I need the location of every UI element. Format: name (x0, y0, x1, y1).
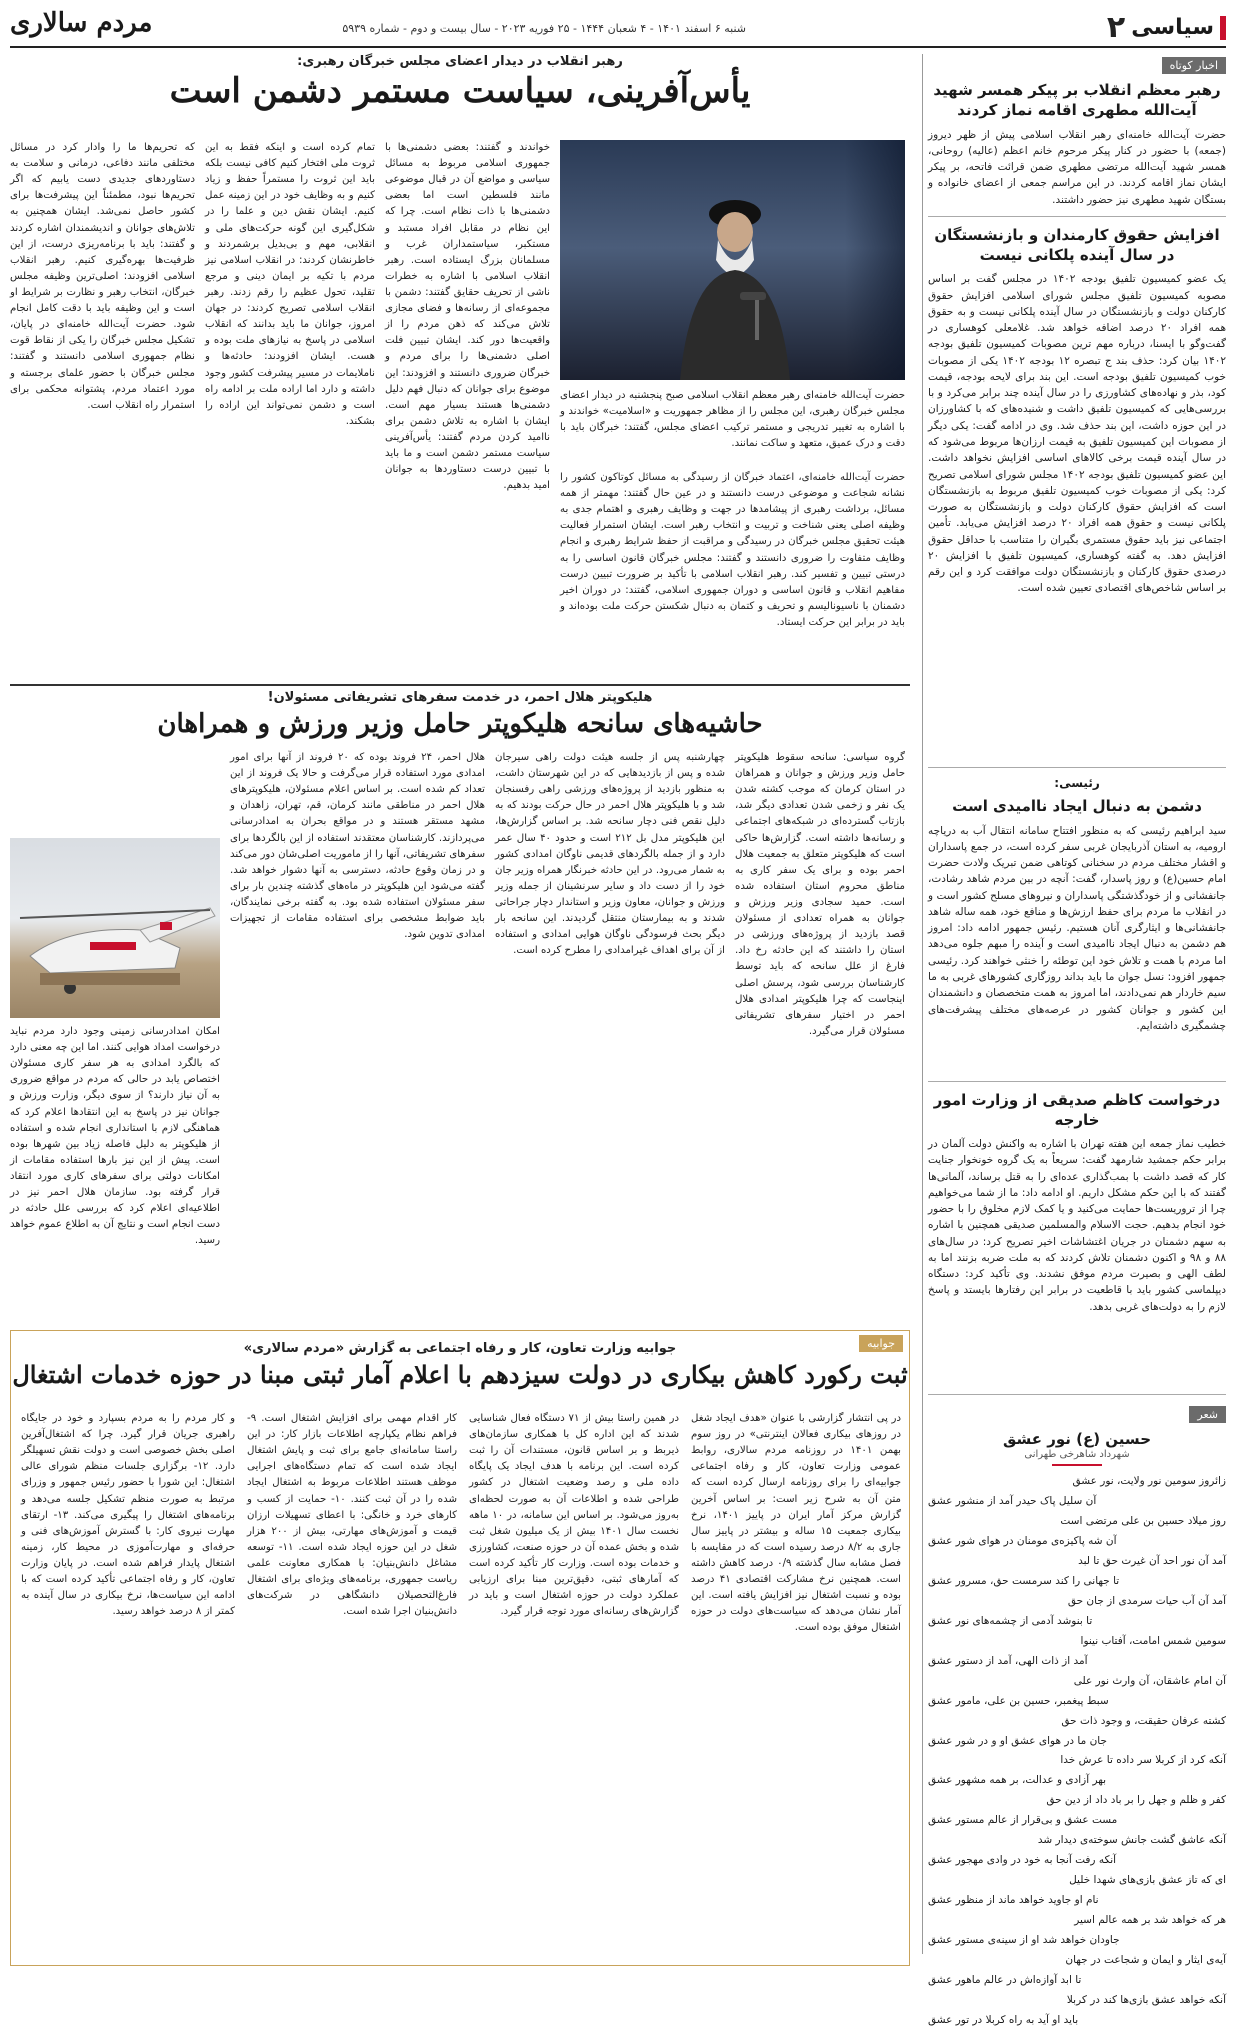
poem-line: جاودان خواهد شد او از سینه‌ی مستور عشق (928, 1933, 1120, 1946)
page-number-block (1107, 10, 1226, 45)
poem-line: آن سلیل پاک حیدر آمد از منشور عشق (928, 1495, 1097, 1508)
leader-figure (670, 180, 800, 380)
leader-column: که تحریم‌ها ما را وادار کرد در مسائل مختلفی مانند دفاعی، درمانی و سلامت به دستاوردهای جدیدی دست یابیم که اگر تحریم‌ها نبود، مطمئناً این پیشرفت‌ها برای کشور حاصل نمی‌شد. ایشان همچنین به تلاش‌های جوانان و اندیشمندان اشاره کردند و گفتند: باید با برنامه‌ریزی درست، از این ظرفیت‌ها بهره‌گیری کنیم. رهبر انقلاب اسلامی افزودند: اصلی‌ترین وظیفه مجلس خبرگان، انتخاب رهبر و نظارت بر شرایط او است و این وظیفه باید با دقت کامل انجام شود. حضرت آیت‌الله خامنه‌ای در پایان، تشکیل مجلس خبرگان را یکی از نقاط قوت نظام جمهوری اسلامی دانستند و گفتند: مجلس خبرگان با حضور علمای برجسته و مورد اعتماد مردم، پشتوانه محکمی برای استمرار راه انقلاب است. (10, 142, 195, 411)
poet-name: شهرداد شاهرخی طهرانی (1024, 1449, 1130, 1461)
raisi-kicker: رئیسی: (1054, 776, 1100, 791)
leader-story-head (10, 54, 910, 116)
reply-column: در همین راستا بیش از ۷۱ دستگاه فعال شناسایی شدند که این اداره کل با همکاری سازمان‌های ذیربط و بر اساس قانون، مستندات آن را ثبت کرده است. این برنامه با هدف ایجاد یک پایگاه داده ملی و رصد وضعیت اشتغال در کشور طراحی شده و اطلاعات آن به صورت لحظه‌ای به‌روز می‌شود. بر اساس این سامانه، در ۱۰ ماهه نخست سال ۱۴۰۱ بیش از یک میلیون شغل ثبت شده و بخش عمده آن در حوزه صنعت، کشاورزی و خدمات بوده است. وزارت کار تأکید کرده است که آمارهای ثبتی، دقیق‌ترین مبنا برای ارزیابی عملکرد دولت در حوزه اشتغال است و باید در گزارش‌های رسانه‌ای مورد توجه قرار گیرد. (469, 1413, 679, 1618)
photo-shade (845, 140, 905, 380)
reply-column: و کار مردم را به مردم بسپارد و خود در جایگاه راهبری جریان قرار گیرد. چرا که اشتغال‌آفرین اصلی بخش خصوصی است و دولت نقش تسهیلگر دارد. ۱۲- برگزاری جلسات منظم شورای عالی اشتغال: این شورا با حضور رئیس جمهور و وزرای مرتبط به صورت منظم تشکیل جلسه می‌دهد و برنامه‌های اشتغال را پیگیری می‌کند. ۱۳- ارتقای مهارت نیروی کار: با گسترش آموزش‌های فنی و حرفه‌ای و مهارت‌آموزی در محیط کار، زمینه اشتغال پایدار فراهم شده است. در پایان وزارت تعاون، کار و رفاه اجتماعی تأکید کرده است که با ادامه این سیاست‌ها، نرخ بیکاری در سال آینده به کمتر از ۸ درصد خواهد رسید. (21, 1413, 235, 1618)
section-name: سیاسی (1131, 15, 1226, 40)
raisi-title: دشمن به دنبال ایجاد ناامیدی است (952, 797, 1202, 816)
poem-line: زائروز سومین نور ولایت، نور عشق (1072, 1475, 1226, 1488)
poem-line: روز میلاد حسین بن علی مرتضی است (1060, 1515, 1226, 1528)
poem-line: آنکه خواهد عشق بازی‌ها کند در کربلا (1066, 1993, 1226, 2006)
reply-column: در پی انتشار گزارشی با عنوان «هدف ایجاد شغل در روزهای بیکاری فعالان اینترنتی» در روز سوم بهمن ۱۴۰۱ در روزنامه مردم سالاری، روابط عمومی وزارت تعاون، کار و رفاه اجتماعی جوابیه‌ای را برای روزنامه ارسال کرده است که متن آن به شرح زیر است: بر اساس آخرین گزارش مرکز آمار ایران در پاییز ۱۴۰۱، نرخ بیکاری جمعیت ۱۵ ساله و بیشتر در پاییز سال جاری به ۸/۲ درصد رسیده است که در مقایسه با فصل مشابه سال گذشته ۰/۹ درصد کاهش داشته است. همچنین نرخ مشارکت اقتصادی ۴۱ درصد بوده و نسبت اشتغال نیز افزایش یافته است. این آمار نشان می‌دهد که سیاست‌های دولت در حوزه اشتغال موفق بوده است. (691, 1413, 902, 1634)
leader-column: حضرت آیت‌الله خامنه‌ای، اعتماد خبرگان از رسیدگی به مسائل کوتاکون کشور را نشانه شجاعت و موضوعی درست دانستند و در عین حال گفتند: مهمتر از همه مسائل، برداشت رهبری از پیشامدها در جهت و وظایف رهبری و اهتمام جدی به وظیفه اصلی یعنی شناخت و تربیت و انتخاب رهبر است. ایشان استمرار فعالیت هیئت تحقیق مجلس خبرگان در رسیدگی و مراقبت از حفظ شرایط رهبری و انجام وظایف متفاوت را ضروری دانستند و گفتند: مجلس خبرگان قانون اساسی را به درستی تبیین و تفسیر کند. رهبر انقلاب اسلامی با تأکید بر ضرورت تبیین درست مفاهیم انقلاب و قانون اساسی و دوران جمهوری اسلامی، گفتند: در دوران اخیر دشمنان با ناسیونالیسم و تحریف و کتمان به دنبال شکستن حرکت ملت بوده‌اند و باید در برابر این حرکت ایستاد. (560, 472, 905, 628)
poem-line: کفر و ظلم و جهل را بر باد داد از دین حق (1046, 1794, 1226, 1807)
poem-body (928, 1472, 1226, 2030)
reply-head (11, 1341, 909, 1389)
leader-column: خواندند و گفتند: بعضی دشمنی‌ها با جمهوری اسلامی مربوط به مسائل سیاسی و مواضع آن در قبال موضوعی مانند فلسطین است اما بعضی دشمنی‌ها با ذات نظام است. چرا که این نظام در مقابل افراد مستبد و مستکبر، سیاستمداران غرب و مسلمانان بزرگ ایستاده است. رهبر انقلاب اسلامی با اشاره به خطرات ناشی از تحریف حقایق گفتند: دشمن با مجموعه‌ای از رسانه‌ها و فضای مجازی تلاش می‌کند که ذهن مردم را از واقعیت‌ها دور کند. ایشان تبیین فلت اصلی دشمنی‌ها را برای مردم و خبرگان ضروری دانستند و افزودند: این موضوع برای جوانان که دنبال فهم دلیل دشمنی‌ها هستند بسیار مهم است. ایشان با اشاره به تلاش دشمن برای ناامید کردن مردم گفتند: یأس‌آفرینی سیاست مستمر دشمن است و ما باید با تبیین درست دستاوردها به جوانان امید بدهیم. (385, 142, 550, 492)
poem-line: آیه‌ی ایثار و ایمان و شجاعت در جهان (1065, 1953, 1226, 1966)
poem-line: تا جهانی را کند سرمست حق، مسرور عشق (928, 1575, 1120, 1588)
leader-caption-text: حضرت آیت‌الله خامنه‌ای رهبر معظم انقلاب اسلامی صبح پنجشنبه در دیدار اعضای مجلس خبرگان رهبری، این مجلس را از مظاهر جمهوریت و «اسلامیت» خواندند و با اشاره به تغییر تدریجی و مستمر ترکیب اعضای مجلس، گفتند: خبرگان باید با دقت و درک عمیق، متعهد و ساکت نمانند. (560, 390, 905, 450)
poem-line: تا ابد آوازه‌اش در عالم ماهور عشق (928, 1973, 1082, 1986)
raisi-text: سید ابراهیم رئیسی که به منظور افتتاح سامانه انتقال آب به دریاچه ارومیه، به استان آذربایجان غربی سفر کرده است، در جمع پاسداران و اقشار مختلف مردم در سخنانی کوتاهی ضمن تبریک ولادت حضرت امام حسین(ع) و روز پاسدار، گفت: آنچه در بین مردم شاهد رشادت، جانفشانی و از خودگذشتگی پاسداران و نیروهای مسلح کشور است و در انقلاب ما مردم برای حفظ ارزش‌ها و منافع خود، همه ساله شاهد جانفشانی‌ها و ایثارگری آنان هستیم. رئیس جمهور ادامه داد: امروز هم دشمن به دنبال ایجاد ناامیدی است و آینده را مبهم جلوه می‌دهد اما مردم با همت و تلاش خود این توطئه را خنثی خواهند کرد. رئیسی جمهور افزود: نسل جوان ما باید بداند روزگاری کشورهای غربی به ما سیم خاردار هم نمی‌دادند، اما امروز به همت متخصصان و دانشمندان این کشور و جوانان کشور در عرصه‌های مختلف پیشرفت‌های چشمگیری داشته‌ایم. (928, 824, 1226, 1032)
section-rule (10, 684, 910, 686)
poem-line: آمد آن نور احد آن غیرت حق تا لبد (1078, 1555, 1226, 1568)
siddiqi-title: درخواست کاظم صدیقی از وزارت امور خارجه (933, 1090, 1221, 1129)
news-text: حضرت آیت‌الله خامنه‌ای رهبر انقلاب اسلامی پیش از ظهر دیروز (جمعه) با حضور در کنار پیکر مرحوم خانم اعظم (عالیه) روحانی، همسر شهید آیت‌الله مرتضی مطهری ضمن قرائت فاتحه، بر پیکر ایشان نماز اقامه کردند. در این مراسم جمعی از اعضای خانواده و بستگان شهید مطهری نیز حضور داشتند. (928, 128, 1226, 206)
poem-line: بهر آزادی و عدالت، بر همه مشهور عشق (928, 1774, 1107, 1787)
poem-line: سبط پیغمبر، حسین بن علی، مامور عشق (928, 1694, 1109, 1707)
leader-column: تمام کرده است و اینکه فقط به این ثروت ملی افتخار کنیم کافی نیست بلکه باید این ثروت را مستمراً حفظ و زیاد کنیم و به وظایف خود در این زمینه عمل کنیم. ایشان نقش دین و علما را در شکل‌گیری این گونه حرکت‌های ملی و انقلابی، مهم و بی‌بدیل برشمردند و خاطرنشان کردند: در انقلاب اسلامی نیز مردم با تکیه بر ایمان دینی و مرجع تقلید، تحول عظیم را رقم زدند. رهبر انقلاب اسلامی تصریح کردند: در جهان امروز، جوانان ما باید بدانند که انقلاب اسلامی در پاسخ به نیازهای ملت بوده و هست. ایشان افزودند: حادثه‌ها و ناملایمات در مسیر پیشرفت کشور وجود داشته و دارد اما اراده ملت بر ادامه راه است و دشمن نمی‌تواند این اراده را بشکند. (205, 142, 375, 427)
heli-column: گروه سیاسی: سانحه سقوط هلیکوپتر حامل وزیر ورزش و جوانان و همراهان در استان کرمان که موجب کشته شدن یک نفر و زخمی شدن تعدادی دیگر شد، بازتاب گسترده‌ای در شبکه‌های اجتماعی و رسانه‌ها داشته است. گزارش‌ها حاکی است که هلیکوپتر متعلق به جمعیت هلال احمر بوده و برای یک سفر کاری به مناطق محروم استان استفاده شده است. حمید سجادی وزیر ورزش و جوانان به همراه تعدادی از مسئولان قصد بازدید از پروژه‌های ورزشی در استان را داشتند که این حادثه رخ داد. فارغ از علل سانحه که باید توسط کارشناسان بررسی شود، پرسش اصلی اینجاست که چرا هلیکوپتر امدادی هلال احمر در اختیار سفرهای تشریفاتی مسئولان قرار می‌گیرد. (735, 752, 905, 1037)
reply-box (10, 1330, 910, 1966)
divider (928, 216, 1226, 217)
poem-line: مست عشق و بی‌قرار از عالم مستور عشق (928, 1814, 1118, 1827)
poem-line: تا بنوشد آدمی از چشمه‌های نور عشق (928, 1614, 1093, 1627)
heli-story-head (10, 690, 910, 739)
masthead (10, 8, 1226, 48)
paper-logo: مردم سالاری (10, 8, 153, 38)
poem-line: ای که تاز عشق بازی‌های شهدا خلیل (1069, 1874, 1226, 1887)
divider (928, 1081, 1226, 1082)
poetry-tag: شعر (1189, 1406, 1226, 1423)
poem-line: باید او آید به راه کربلا در تور عشق (928, 2013, 1079, 2026)
reply-kicker: جوابیه وزارت تعاون، کار و رفاه اجتماعی به گزارش «مردم سالاری» (243, 1341, 677, 1356)
short-news-tag: اخبار کوتاه (1162, 57, 1226, 74)
poem-line: آمد از ذات الهی، آمد از دستور عشق (928, 1654, 1088, 1667)
poem-line: آنکه رفت آنجا به خود در وادی مهجور عشق (928, 1854, 1117, 1867)
poem-line: سومین شمس امامت، آفتاب نینوا (1080, 1634, 1226, 1647)
siddiqi-text: خطیب نماز جمعه این هفته تهران با اشاره به واکنش دولت آلمان در برابر حکم جمشید شارمهد گفت: سریعاً به یک گروه خونخوار جنایت کار که قصد داشت با بمب‌گذاری عده‌ای را به قتل برساند، آلمانی‌ها گفتند که با این حکم مشکل داریم. او ادامه داد: ما از شما می‌خواهیم چرا از تروریست‌ها حمایت می‌کنید و یا کمک لازم مخلوق را با حضور خود انجام بدهیم. حجت الاسلام والمسلمین صدیقی همچنین با اشاره به سهم دشمنان در جریان اغتشاشات اخیر تصریح کرد: در سال‌های ۸۸ و ۹۸ و اکنون دشمنان تلاش کردند که به ملت ضربه بزنند اما به لطف الهی و بصیرت مردم موفق نشدند. وی تأکید کرد: دستگاه دیپلماسی کشور باید با قاطعیت در برابر این رفتارها بایستد و پاسخ لازم را به دولت‌های غربی بدهد. (928, 1138, 1226, 1313)
leader-kicker: رهبر انقلاب در دیدار اعضای مجلس خبرگان رهبری: (297, 54, 623, 69)
divider (928, 767, 1226, 768)
heli-kicker: هلیکوپتر هلال احمر، در خدمت سفرهای تشریفاتی مسئولان! (267, 690, 653, 705)
poem-rule (1052, 1464, 1102, 1466)
divider (928, 1394, 1226, 1395)
poem-line: جان ما در هوای عشق او و در شور عشق (928, 1734, 1107, 1747)
poem-title: حسین (ع) نور عشق (1002, 1430, 1152, 1449)
helicopter-wreck-illustration (10, 838, 220, 1018)
heli-column: چهارشنبه پس از جلسه هیئت دولت راهی سیرجان شده و پس از بازدیدهایی که در این شهرستان داشت، به منظور بازدید از پروژه‌های ورزشی راهی رفسنجان شد و با هلیکوپتر هلال احمر در حال حرکت بودند که به دلیل نقص فنی دچار سانحه شد. بر اساس گزارش‌ها، این هلیکوپتر مدل بل ۲۱۲ است و حدود ۴۰ سال عمر دارد و از جمله بالگردهای قدیمی ناوگان امدادی کشور به شمار می‌رود. در این حادثه خبرنگار همراه وزیر جان خود را از دست داد و سایر سرنشینان از جمله وزیر ورزش و جوانان، معاون وزیر و استاندار دچار جراحاتی شدند و به بیمارستان منتقل گردیدند. این سانحه بار دیگر بحث فرسودگی ناوگان هوایی امدادی و استفاده از آن برای اهداف غیرامدادی را مطرح کرده است. (495, 752, 726, 957)
right-column (928, 54, 1226, 2026)
heli-headline: حاشیه‌های سانحه هلیکوپتر حامل وزیر ورزش و همراهان (157, 709, 763, 739)
poem-line: کشته عرفان حقیقت، و وجود ذات حق (1061, 1714, 1226, 1727)
poem-line: هر که خواهد شد بر همه عالم اسیر (1074, 1913, 1226, 1926)
reply-tag: جوابیه (859, 1335, 903, 1352)
dateline: شنبه ۶ اسفند ۱۴۰۱ - ۴ شعبان ۱۴۴۴ - ۲۵ فوریه ۲۰۲۳ - سال بیست و دوم - شماره ۵۹۳۹ (342, 22, 746, 35)
poem-line: آن شه پاکیزه‌ی مومنان در هوای شور عشق (928, 1535, 1117, 1548)
news-text: یک عضو کمیسیون تلفیق بودجه ۱۴۰۲ در مجلس گفت بر اساس مصوبه کمیسیون تلفیق مجلس شورای اسلامی افزایش حقوق کارکنان دولت و بازنشستگان در سال آینده پلکانی نیست و به حقوق همه افراد ۲۰ درصد اضافه خواهد شد. غلامعلی کوهساری در گفت‌وگو با ایسنا، درباره مهم ترین مصوبات کمیسیون تلفیق بودجه ۱۴۰۲ بیان کرد: حذف بند ج تبصره ۱۲ بودجه ۱۴۰۲ یکی از مصوبات خوب کمیسیون تلفیق بودجه است. این بند برای لایحه بودجه، قیمت کود، بذر و نهاده‌های کشاورزی را در سال آینده چند برابر می‌کرد و با بررسی‌هایی که کمیسیون تلفیق داشت و شنیده‌های که با کشاورزان در این حوزه داشت، این بند حذف شد. وی در ادامه گفت: یکی دیگر از مصوبات این کمیسیون تلفیق به قیمت ارزان‌ها مربوط می‌شود که در سال آینده قیمت برخی کالاهای اساسی افزایش نخواهد داشت. این عضو کمیسیون تلفیق بودجه ۱۴۰۲ مجلس شورای اسلامی تصریح کرد: یکی از مصوبات خوب کمیسیون تلفیق مربوط به بازنشستگان است که افزایش حقوق کارکنان دولت و بازنشستگان به صورت پلکانی نیست و حقوق همه افراد ۲۰ درصد افزایش می‌یابد. تأمین اجتماعی نیز باید حقوق مستمری بگیران را متناسب با حداقل حقوق افزایش دهد. به گفته کوهساری، کمیسیون تلفیق با افزایش ۲۰ درصدی حقوق کارکنان و بازنشستگان دولت موافقت کرد و این رقم بر اساس شاخص‌های اقتصادی تعیین شده است. (928, 273, 1226, 595)
poem-line: آنکه کرد از کربلا سر داده تا عرش خدا (1060, 1754, 1226, 1767)
leader-photo (560, 140, 905, 380)
page-number: ۲ (1106, 10, 1126, 45)
heli-column: هلال احمر، ۲۴ فروند بوده که ۲۰ فروند از آنها برای امور امدادی مورد استفاده قرار می‌گرفت و حالا یک فروند از این تعداد کم شده است. بر اساس اعلام مسئولان، هلیکوپترهای هلال احمر در مناطقی مانند کرمان، قم، تهران، زاهدان و مشهد مستقر هستند و در مواقع بحران به امدادرسانی می‌پردازند. کارشناسان معتقدند استفاده از این بالگردها برای سفرهای تشریفاتی، آنها را از ماموریت اصلی‌شان دور می‌کند و در زمان وقوع حادثه، دسترسی به آنها دشوار خواهد شد. گفته می‌شود این هلیکوپتر در ماه‌های گذشته چندین بار برای سفر مسئولان استفاده شده بود. به گفته برخی نمایندگان، باید ضوابط مشخصی برای استفاده مقامات از تجهیزات امدادی تدوین شود. (230, 752, 485, 941)
reply-headline: ثبت رکورد کاهش بیکاری در دولت سیزدهم با اعلام آمار ثبتی مبنا در حوزه خدمات اشتغال (12, 1360, 908, 1389)
reply-column: کار اقدام مهمی برای افزایش اشتغال است. ۹- فراهم نظام یکپارچه اطلاعات بازار کار: در این راستا سامانه‌ای جامع برای ثبت و پایش اشتغال ایجاد شده است که تمام دستگاه‌های اجرایی موظف هستند اطلاعات مربوط به اشتغال ایجاد شده را در آن ثبت کنند. ۱۰- حمایت از کسب و کارهای خرد و خانگی: با اعطای تسهیلات ارزان قیمت و آموزش‌های مهارتی، بیش از ۲۰۰ هزار شغل در این حوزه ایجاد شده است. ۱۱- توسعه مشاغل دانش‌بنیان: با همکاری معاونت علمی ریاست جمهوری، برنامه‌های ویژه‌ای برای اشتغال فارغ‌التحصیلان دانشگاهی در شرکت‌های دانش‌بنیان اجرا شده است. (247, 1413, 458, 1618)
heli-column: امکان امدادرسانی زمینی وجود دارد مردم نباید درخواست امداد هوایی کنند. اما این چه معنی دارد که بالگرد امدادی به هر سفر کاری مسئولان اختصاص یابد در حالی که مردم در مواقع ضروری به آن نیاز دارند؟ از سوی دیگر، وزارت ورزش و جوانان نیز در پاسخ به این انتقادها اعلام کرد که هماهنگی لازم با استانداری انجام شده و استفاده از هلیکوپتر به دلیل فاصله زیاد بین شهرها بوده است. پیش از این نیز بارها استفاده مقامات از امکانات دولتی برای سفرهای کاری مورد انتقاد قرار گرفته بود. سازمان هلال احمر نیز در اطلاعیه‌ای اعلام کرد که بررسی علل حادثه در دست انجام است و نتایج آن به اطلاع عموم خواهد رسید. (10, 1026, 220, 1247)
poem-line: آن امام عاشقان، آن وارث نور علی (1073, 1674, 1226, 1687)
poem-line: نام او جاوید خواهد ماند از منظور عشق (928, 1894, 1099, 1907)
news-title: افزایش حقوق کارمندان و بازنشستگان در سال آینده پلکانی نیست (934, 225, 1220, 265)
leader-headline: یأس‌آفرینی، سیاست مستمر دشمن است (169, 71, 751, 111)
news-title: رهبر معظم انقلاب بر پیکر همسر شهید آیت‌الله مطهری اقامه نماز کردند (933, 81, 1221, 120)
column-divider (922, 54, 923, 1954)
poem-line: آنکه عاشق گشت جانش سوخته‌ی دیدار شد (1037, 1834, 1226, 1847)
poem-line: آمد آن آب حیات سرمدی از جان حق (1067, 1594, 1226, 1607)
heli-crash-photo (10, 838, 220, 1018)
